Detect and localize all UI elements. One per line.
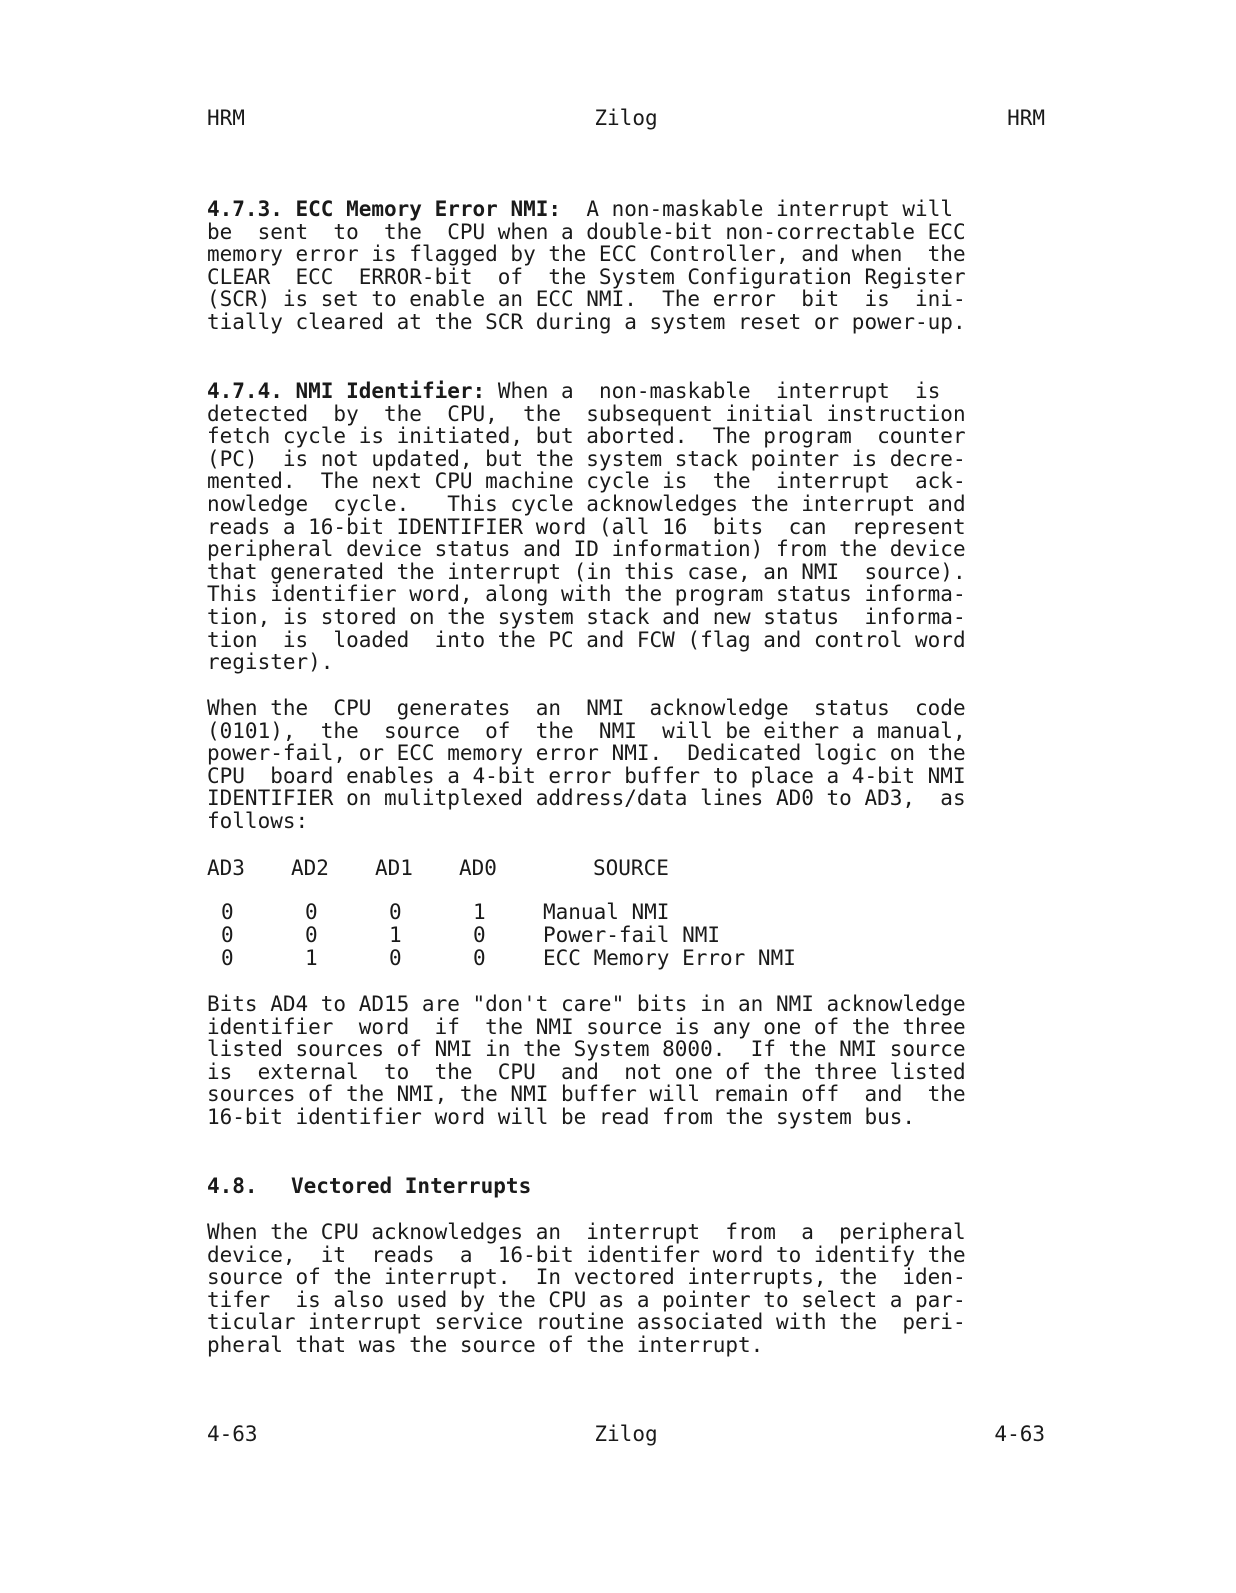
page-header <box>207 103 1045 133</box>
footer-right-page-number: 4-63 <box>994 1422 1045 1446</box>
paragraph-line: When the CPU generates an NMI acknowledge status code <box>207 696 966 720</box>
paragraph-dont-care-bits <box>207 993 1045 1129</box>
section-4-7-3-title: ECC Memory Error NMI: <box>295 197 562 221</box>
section-4-7-3-line: (SCR) is set to enable an ECC NMI. The error bit is ini- <box>207 287 966 312</box>
section-4-7-4-line: tion, is stored on the system stack and new status informa- <box>207 604 966 629</box>
section-4-7-3 <box>207 198 1045 334</box>
footer-center: Zilog <box>594 1422 658 1446</box>
section-4-7-3-line: tially cleared at the SCR during a system reset or power-up. <box>207 309 966 334</box>
column-header-ad2: AD2 <box>291 856 329 880</box>
paragraph-line: is external to the CPU and not one of the three listed <box>207 1059 966 1084</box>
paragraph-nmi-acknowledge <box>207 697 1045 833</box>
section-4-7-3-number: 4.7.3. <box>207 197 283 221</box>
section-4-7-4-line: This identifier word, along with the program status informa- <box>207 582 966 607</box>
paragraph-line: sources of the NMI, the NMI buffer will remain off and the <box>207 1082 966 1107</box>
header-right: HRM <box>1007 106 1045 130</box>
paragraph-line: (0101), the source of the NMI will be either a manual, <box>207 718 966 743</box>
table-row <box>207 924 796 947</box>
section-4-7-3-line: A non-maskable interrupt will <box>586 197 953 221</box>
table-cell-source: ECC Memory Error NMI <box>543 946 796 970</box>
page-footer <box>207 1419 1045 1449</box>
paragraph-line: CPU board enables a 4-bit error buffer to place a 4-bit NMI <box>207 763 966 788</box>
table-cell: 0 <box>473 923 486 947</box>
column-header-ad1: AD1 <box>375 856 413 880</box>
table-cell: 0 <box>221 946 234 970</box>
header-center: Zilog <box>594 106 658 130</box>
table-cell: 1 <box>473 900 486 924</box>
section-4-8-line: ticular interrupt service routine associated with the peri- <box>207 1310 966 1335</box>
section-4-7-4-line: tion is loaded into the PC and FCW (flag and control word <box>207 627 966 652</box>
section-4-7-4-line: detected by the CPU, the subsequent initial instruction <box>207 401 966 426</box>
table-cell: 0 <box>305 900 318 924</box>
section-4-8-line: tifer is also used by the CPU as a pointer to select a par- <box>207 1287 966 1312</box>
section-4-7-4-line: register). <box>207 650 334 675</box>
section-4-7-4-line: nowledge cycle. This cycle acknowledges the interrupt and <box>207 491 966 516</box>
table-cell-source: Manual NMI <box>543 900 670 924</box>
table-row <box>207 947 796 970</box>
section-4-8-line: pheral that was the source of the interrupt. <box>207 1332 764 1357</box>
section-4-8-line: device, it reads a 16-bit identifer word to identify the <box>207 1242 966 1267</box>
column-header-source: SOURCE <box>593 856 669 880</box>
paragraph-line: IDENTIFIER on mulitplexed address/data lines AD0 to AD3, as <box>207 786 966 811</box>
section-4-7-4 <box>207 380 1045 674</box>
footer-left-page-number: 4-63 <box>207 1422 258 1446</box>
section-4-8-number: 4.8. <box>207 1174 258 1198</box>
paragraph-line: follows: <box>207 808 309 833</box>
section-4-7-4-line: reads a 16-bit IDENTIFIER word (all 16 bits can represent <box>207 514 966 539</box>
paragraph-line: power-fail, or ECC memory error NMI. Dedicated logic on the <box>207 741 966 766</box>
table-cell: 1 <box>305 946 318 970</box>
nmi-identifier-table <box>207 855 796 970</box>
section-4-7-4-line: that generated the interrupt (in this case, an NMI source). <box>207 559 966 584</box>
table-cell: 1 <box>389 923 402 947</box>
paragraph-line: listed sources of NMI in the System 8000. If the NMI source <box>207 1037 966 1062</box>
section-4-8-line: source of the interrupt. In vectored interrupts, the iden- <box>207 1265 966 1290</box>
section-4-7-4-line: When a non-maskable interrupt is <box>497 379 941 403</box>
section-4-7-4-number: 4.7.4. <box>207 379 283 403</box>
section-4-7-4-line: fetch cycle is initiated, but aborted. The program counter <box>207 424 966 449</box>
section-4-7-4-line: mented. The next CPU machine cycle is the interrupt ack- <box>207 469 966 494</box>
table-cell: 0 <box>389 900 402 924</box>
table-cell-source: Power-fail NMI <box>543 923 721 947</box>
table-cell: 0 <box>389 946 402 970</box>
table-cell: 0 <box>305 923 318 947</box>
section-4-8-line: When the CPU acknowledges an interrupt from a peripheral <box>207 1220 966 1244</box>
section-4-8-title: Vectored Interrupts <box>291 1174 532 1198</box>
section-4-7-3-line: CLEAR ECC ERROR-bit of the System Configuration Register <box>207 264 966 289</box>
section-4-7-4-line: peripheral device status and ID information) from the device <box>207 537 966 562</box>
section-4-8-body <box>207 1221 1045 1357</box>
table-cell: 0 <box>473 946 486 970</box>
table-header-row <box>207 855 796 901</box>
section-4-7-4-line: (PC) is not updated, but the system stack pointer is decre- <box>207 446 966 471</box>
table-row <box>207 901 796 924</box>
paragraph-line: 16-bit identifier word will be read from the system bus. <box>207 1104 916 1129</box>
table-cell: 0 <box>221 900 234 924</box>
paragraph-line: Bits AD4 to AD15 are "don't care" bits in an NMI acknowledge <box>207 992 966 1016</box>
paragraph-line: identifier word if the NMI source is any one of the three <box>207 1014 966 1039</box>
table-cell: 0 <box>221 923 234 947</box>
section-4-7-3-line: be sent to the CPU when a double-bit non-correctable ECC <box>207 219 966 244</box>
section-4-7-3-line: memory error is flagged by the ECC Controller, and when the <box>207 242 966 267</box>
section-4-7-4-title: NMI Identifier: <box>295 379 486 403</box>
column-header-ad0: AD0 <box>459 856 497 880</box>
column-header-ad3: AD3 <box>207 856 245 880</box>
header-left: HRM <box>207 106 245 130</box>
section-4-8-heading <box>207 1173 531 1199</box>
